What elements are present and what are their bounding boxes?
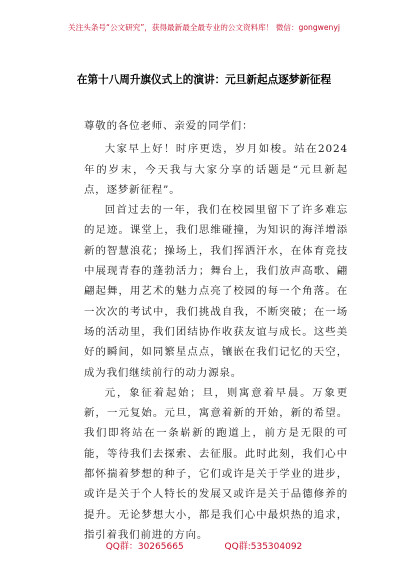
qq-group-2: QQ群:535304092 [224,542,303,552]
header-banner: 关注头条号“公文研究”，获得最新最全最专业的公文资料库！ 微信：gongwenyj [68,23,340,32]
paragraph-new-year: 元，象征着起始；旦，则寓意着早晨。万象更新，一元复始。元旦，寓意着新的开始，新的希望。我们即将站在一条崭新的跑道上，前方是无限的可能，等待我们去探索、去征服。此时此刻，我们心中都怀揣着梦想的种子，它们或许是关于学业的进步，或许是关于个人特长的发展又或许是关于品德修养的提升。无论梦想大小，都是我们心中最炽热的追求，指引着我们前进的方向。 [84,386,348,541]
qq-group-1: QQ群：30265665 [105,542,184,552]
footer [0,539,408,552]
paragraph-opening: 大家早上好！时序更迭，岁月如梭。站在2024年的岁末，今天我与大家分享的话题是“元旦新起点，逐梦新征程”。 [84,143,348,196]
document-body [84,116,348,545]
paragraph-review: 回首过去的一年，我们在校园里留下了许多难忘的足迹。课堂上，我们思维碰撞，为知识的海洋增添新的智慧浪花；操场上，我们挥洒汗水，在体育竞技中展现青春的蓬勃活力；舞台上，我们放声高歌、翩翩起舞，用艺术的魅力点亮了校园的每一个角落。在一次次的考试中，我们挑战自我，不断突破；在一场场的活动里，我们团结协作收获友谊与成长。这些美好的瞬间，如同繁星点点，镶嵌在我们记忆的天空，成为我们继续前行的动力源泉。 [84,204,348,379]
greeting: 尊敬的各位老师、亲爱的同学们： [84,120,254,132]
document-title: 在第十八周升旗仪式上的演讲：元旦新起点逐梦新征程 [76,74,332,86]
